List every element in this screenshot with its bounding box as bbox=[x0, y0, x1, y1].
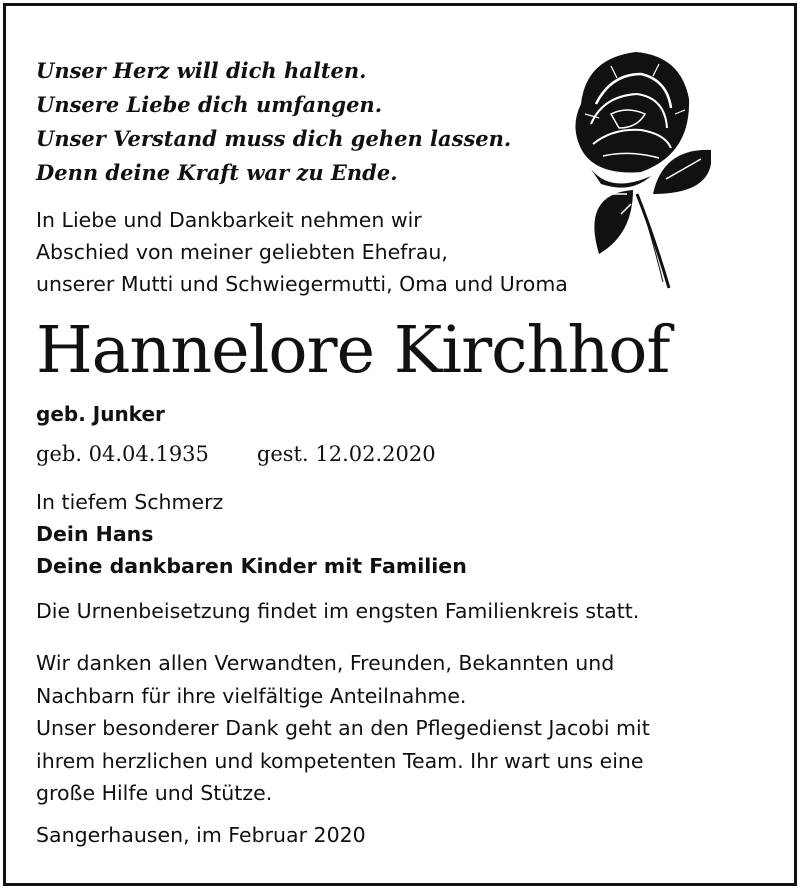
thanks-line-3: Unser besonderer Dank geht an den Pflegedienst Jacobi mit bbox=[36, 716, 650, 740]
birth-name: geb. Junker bbox=[36, 402, 165, 426]
thanks-line-2: Nachbarn für ihre vielfältige Anteilnahme. bbox=[36, 683, 467, 708]
intro-line-1: In Liebe und Dankbarkeit nehmen wir bbox=[36, 208, 422, 232]
thanks-line-5: große Hilfe und Stütze. bbox=[36, 781, 273, 805]
thanks-line-1: Wir danken allen Verwandten, Freunden, Bekannten und bbox=[36, 651, 615, 675]
poem-line-4: Denn deine Kraft war zu Ende. bbox=[36, 160, 398, 185]
deceased-name: Hannelore Kirchhof bbox=[36, 313, 670, 388]
obituary-card bbox=[3, 3, 797, 886]
life-dates bbox=[36, 438, 436, 470]
place-date: Sangerhausen, im Februar 2020 bbox=[36, 823, 366, 847]
poem-line-2: Unsere Liebe dich umfangen. bbox=[36, 92, 383, 117]
thanks-line-4: ihrem herzlichen und kompetenten Team. Ihr wart uns eine bbox=[36, 748, 644, 773]
birth-date: geb. 04.04.1935 bbox=[36, 442, 209, 466]
mourners-heading: In tiefem Schmerz bbox=[36, 490, 224, 514]
urn-notice: Die Urnenbeisetzung findet im engsten Familienkreis statt. bbox=[36, 599, 640, 623]
mourner-spouse: Dein Hans bbox=[36, 522, 154, 546]
mourners bbox=[36, 486, 467, 582]
poem-line-3: Unser Verstand muss dich gehen lassen. bbox=[36, 126, 512, 151]
intro-line-2: Abschied von meiner geliebten Ehefrau, bbox=[36, 240, 448, 264]
poem-line-1: Unser Herz will dich halten. bbox=[36, 58, 367, 83]
intro-line-3: unserer Mutti und Schwiegermutti, Oma und Uroma bbox=[36, 272, 568, 296]
mourner-children: Deine dankbaren Kinder mit Familien bbox=[36, 554, 467, 578]
intro-text bbox=[36, 204, 568, 300]
poem bbox=[36, 54, 511, 190]
death-date: gest. 12.02.2020 bbox=[256, 442, 436, 466]
thanks-text bbox=[36, 647, 650, 810]
